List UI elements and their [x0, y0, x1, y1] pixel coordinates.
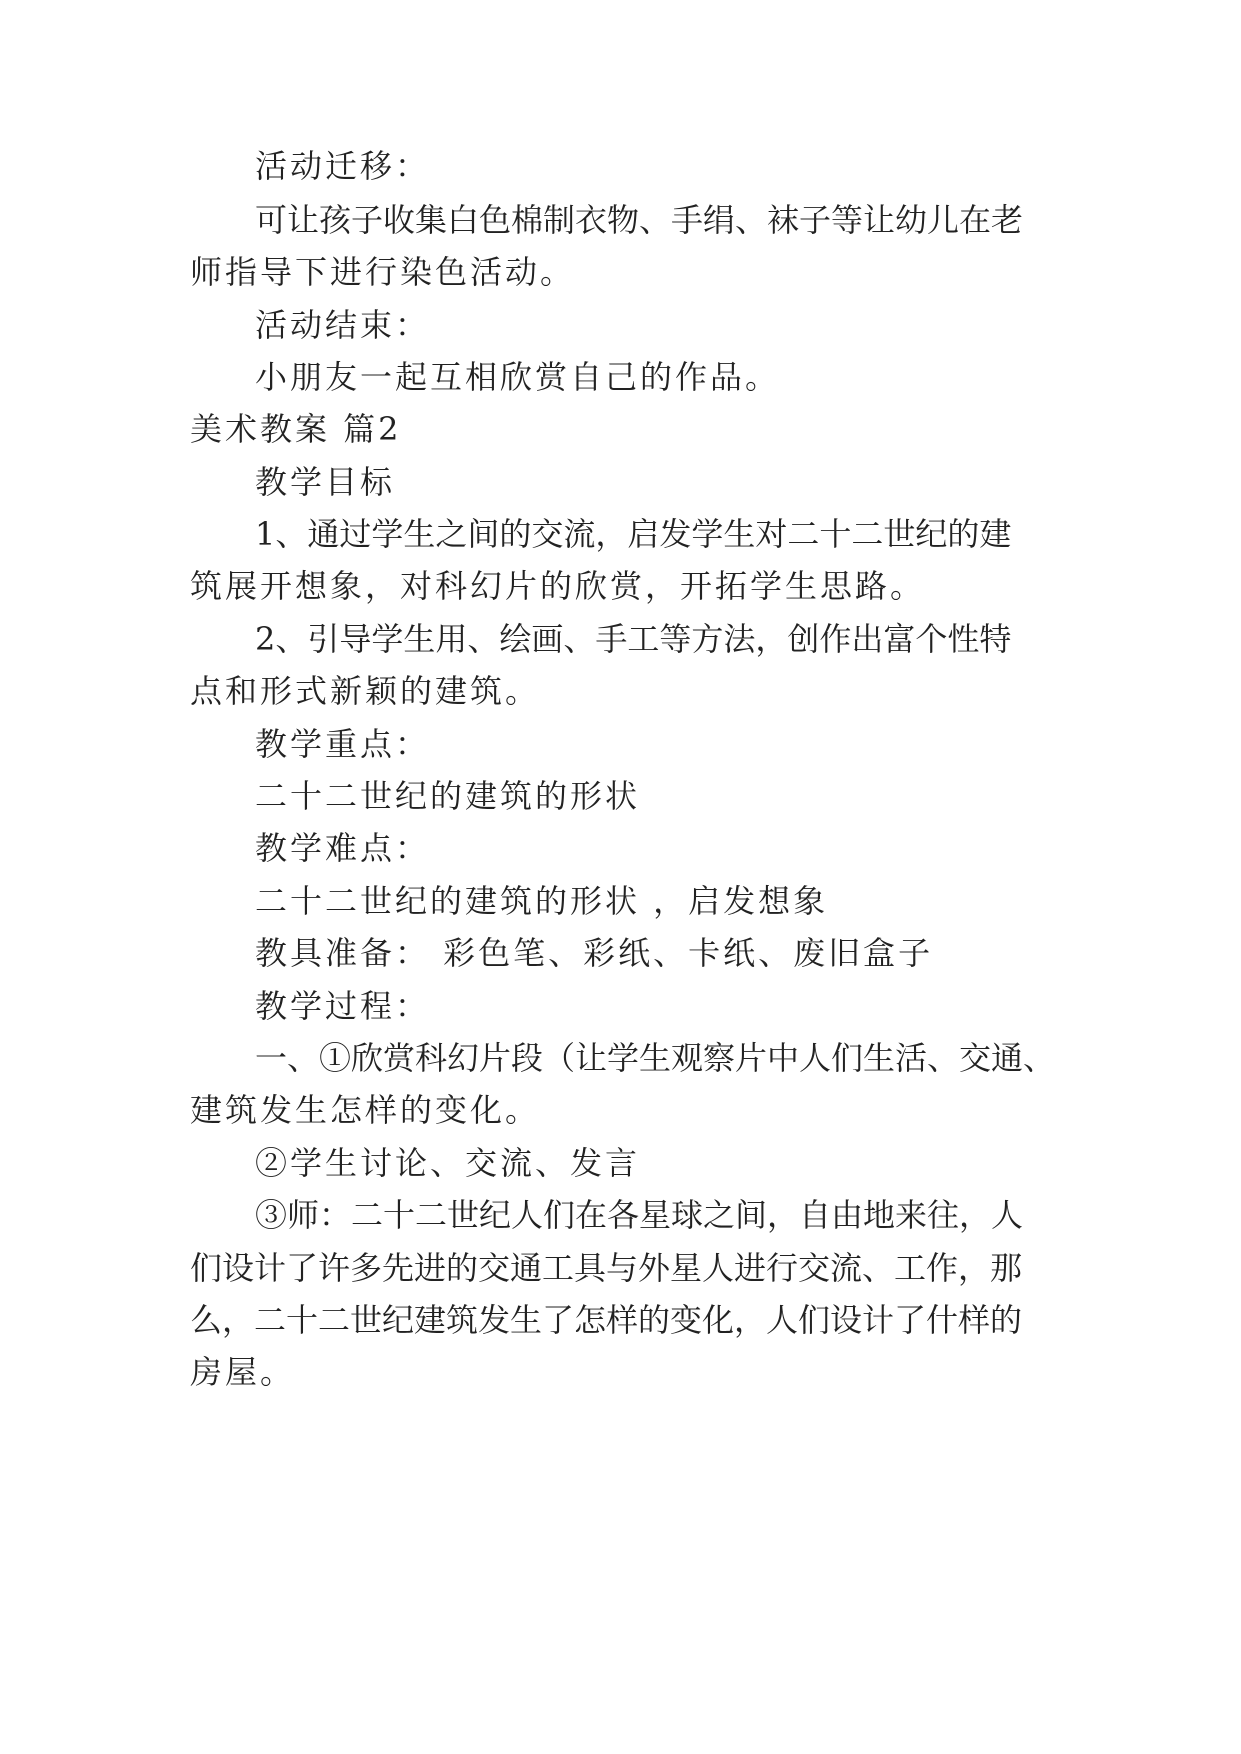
paragraph-line: 小朋友一起互相欣赏自己的作品。	[255, 358, 781, 396]
heading-activity-transfer: 活动迁移：	[255, 147, 431, 185]
paragraph-line: 二十二世纪的建筑的形状	[255, 777, 641, 815]
paragraph-line: 房屋。	[190, 1353, 296, 1391]
paragraph-line: 点和形式新颖的建筑。	[190, 672, 541, 710]
section-title: 美术教案 篇2	[190, 410, 402, 448]
paragraph-line: 建筑发生怎样的变化。	[190, 1091, 541, 1129]
paragraph-line: 一、①欣赏科幻片段（让学生观察片中人们生活、交通、	[255, 1039, 1056, 1077]
paragraph-line: 们设计了许多先进的交通工具与外星人进行交流、工作，那	[190, 1249, 1023, 1287]
heading-teaching-process: 教学过程：	[255, 987, 431, 1025]
heading-key-points: 教学重点：	[255, 725, 431, 763]
heading-activity-end: 活动结束：	[255, 306, 431, 344]
paragraph-line: 么，二十二世纪建筑发生了怎样的变化，人们设计了什样的	[190, 1301, 1023, 1339]
heading-teaching-goals: 教学目标	[255, 463, 396, 501]
paragraph-line: 教具准备： 彩色笔、彩纸、卡纸、废旧盒子	[255, 934, 934, 972]
paragraph-line: 筑展开想象，对科幻片的欣赏，开拓学生思路。	[190, 567, 926, 605]
paragraph-line: ③师：二十二世纪人们在各星球之间，自由地来往，人	[255, 1196, 1024, 1234]
paragraph-line: 师指导下进行染色活动。	[190, 253, 576, 291]
paragraph-line: ②学生讨论、交流、发言	[255, 1144, 641, 1182]
paragraph-line: 二十二世纪的建筑的形状 ，启发想象	[255, 882, 829, 920]
paragraph-line: 1、通过学生之间的交流，启发学生对二十二世纪的建	[255, 515, 1012, 553]
paragraph-line: 2、引导学生用、绘画、手工等方法，创作出富个性特	[255, 620, 1012, 658]
paragraph-line: 可让孩子收集白色棉制衣物、手绢、袜子等让幼儿在老	[255, 201, 1024, 239]
heading-difficulties: 教学难点：	[255, 829, 431, 867]
